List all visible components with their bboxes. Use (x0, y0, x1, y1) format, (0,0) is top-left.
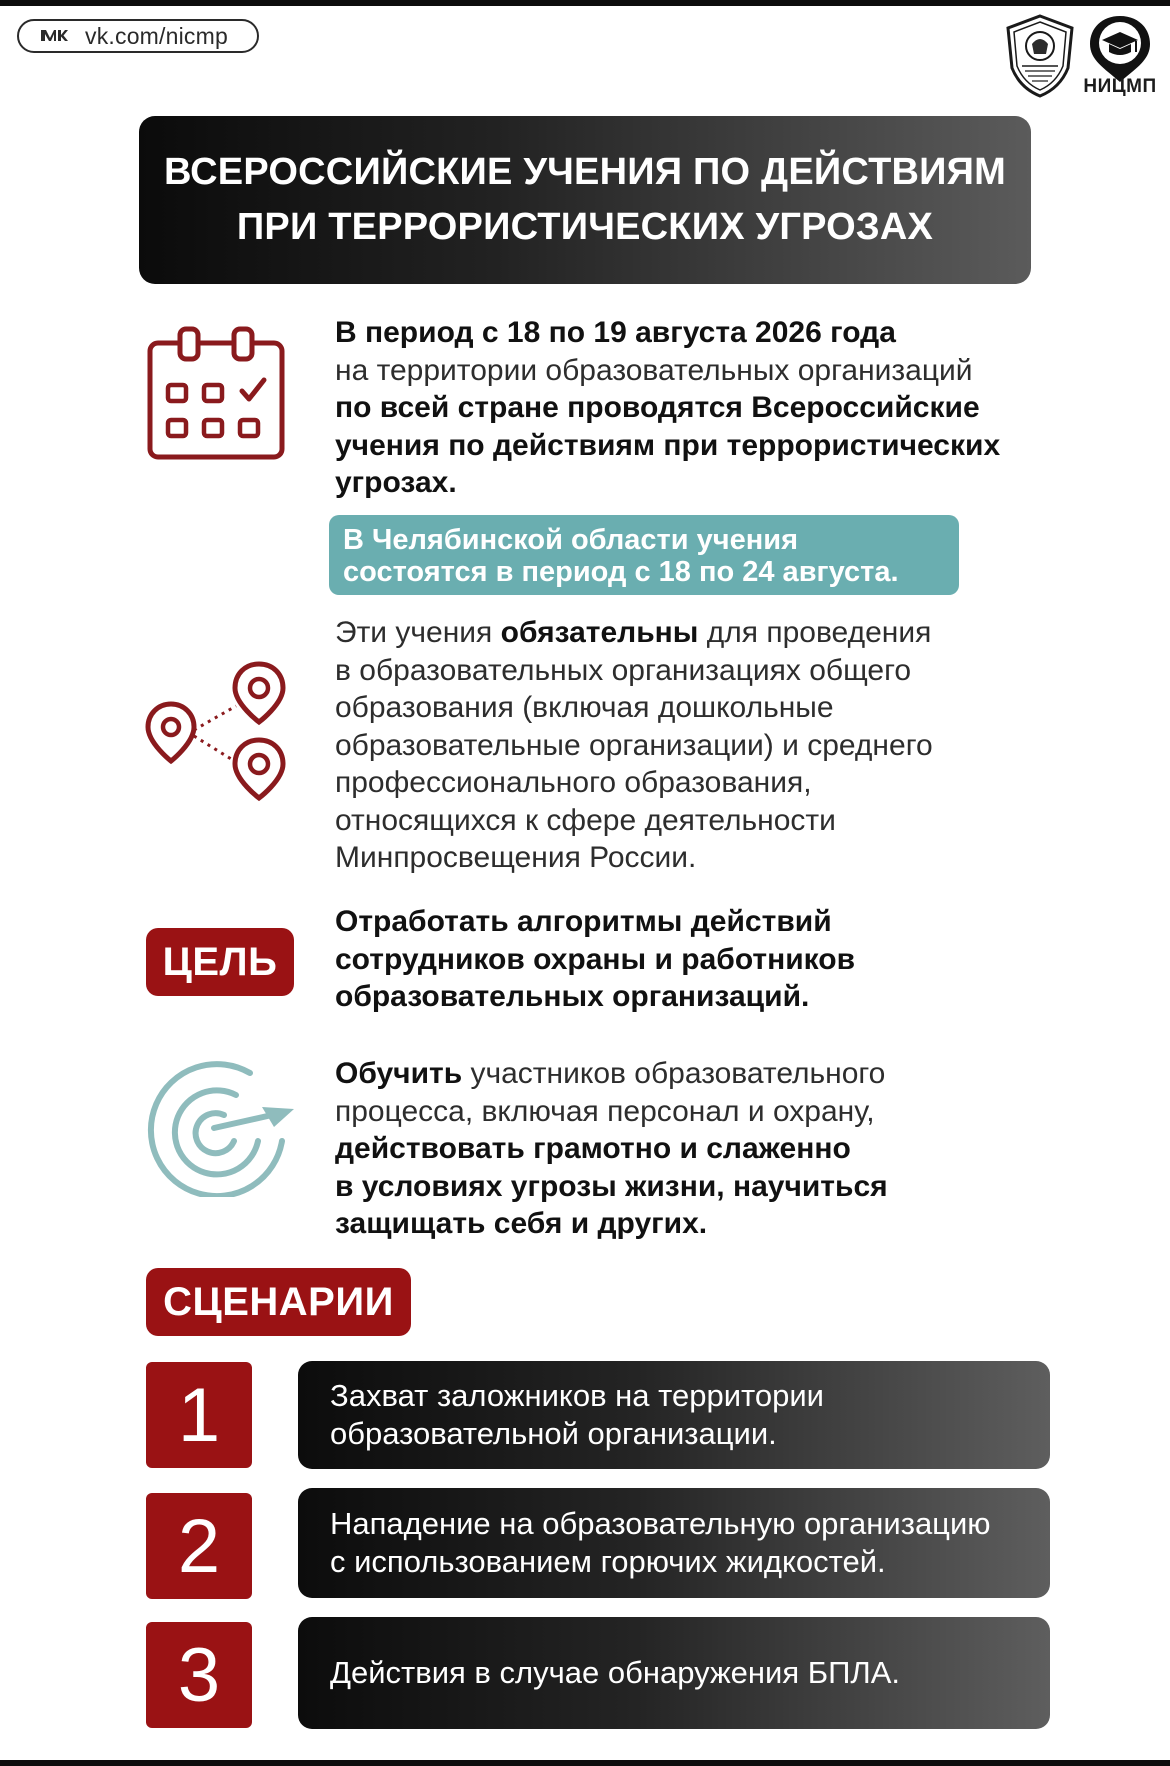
vk-link-badge[interactable] (17, 19, 259, 53)
training-line-2: процесса, включая персонал и охрану, (335, 1094, 875, 1128)
training-line-1b: участников образовательного (462, 1057, 886, 1090)
crest-logo-icon (1004, 12, 1076, 100)
calendar-icon (146, 325, 286, 463)
training-line-3: действовать грамотно и слаженно (335, 1132, 851, 1165)
scenario-card-2 (298, 1488, 1050, 1598)
scenario-card-1 (298, 1361, 1050, 1469)
training-line-4: в условиях угрозы жизни, научиться (335, 1169, 888, 1203)
target-icon (146, 1055, 296, 1197)
scenario-number-3: 3 (146, 1622, 252, 1728)
goal-label: ЦЕЛЬ (146, 928, 294, 996)
scenario-1-line-2: образовательной организации. (330, 1416, 777, 1451)
title-line-1: ВСЕРОССИЙСКИЕ УЧЕНИЯ ПО ДЕЙСТВИЯМ (163, 151, 1007, 193)
scenario-3-line-1: Действия в случае обнаружения БПЛА. (330, 1655, 901, 1690)
mandatory-line-1b: обязательны (500, 616, 699, 649)
scenario-2-line-2: с использованием горючих жидкостей. (330, 1544, 886, 1579)
intro-line-3: по всей стране проводятся Всероссийские (335, 391, 980, 424)
mandatory-line-4: образовательные организации) и среднего (335, 728, 933, 762)
org-abbreviation: НИЦМП (1083, 76, 1157, 97)
mandatory-line-6: относящихся к сфере деятельности (335, 803, 836, 837)
scenario-number-2: 2 (146, 1493, 252, 1599)
highlight-line-1: В Челябинской области учения (343, 524, 798, 556)
scenario-number-1: 1 (146, 1362, 252, 1468)
mandatory-paragraph (335, 614, 933, 877)
intro-line-2: на территории образовательных организаций (335, 353, 973, 387)
title-banner (139, 116, 1031, 284)
goal-line-3: образовательных организаций. (335, 980, 810, 1013)
mandatory-line-3: образования (включая дошкольные (335, 691, 834, 724)
scenario-2-line-1: Нападение на образовательную организацию (330, 1506, 991, 1541)
location-pins-icon (144, 660, 292, 802)
goal-line-1: Отработать алгоритмы действий (335, 905, 832, 938)
intro-line-5: угрозах. (335, 466, 457, 499)
scenarios-label: СЦЕНАРИИ (146, 1268, 411, 1336)
mandatory-line-2: в образовательных организациях общего (335, 653, 912, 687)
mandatory-line-1a: Эти учения (335, 616, 501, 649)
training-line-1a: Обучить (335, 1057, 463, 1090)
intro-paragraph (335, 314, 1000, 502)
scenario-1-line-1: Захват заложников на территории (330, 1378, 824, 1413)
mandatory-line-7: Минпросвещения России. (335, 841, 697, 874)
mandatory-line-5: профессионального образования, (335, 766, 812, 799)
region-dates-highlight (329, 515, 959, 595)
scenario-card-3 (298, 1617, 1050, 1729)
title-line-2: ПРИ ТЕРРОРИСТИЧЕСКИХ УГРОЗАХ (236, 206, 934, 248)
bottom-border (0, 1760, 1170, 1766)
highlight-line-2: состоятся в период с 18 по 24 августа. (343, 556, 899, 588)
training-line-5: защищать себя и других. (335, 1207, 708, 1240)
mandatory-line-1c: для проведения (698, 616, 932, 649)
training-paragraph (335, 1055, 888, 1243)
intro-line-1: В период с 18 по 19 августа 2026 года (335, 316, 896, 349)
vk-logo-icon (39, 28, 69, 44)
vk-link-text[interactable]: vk.com/nicmp (85, 22, 228, 49)
goal-line-2: сотрудников охраны и работников (335, 942, 856, 976)
goal-paragraph (335, 903, 855, 1016)
intro-line-4: учения по действиям при террористических (335, 428, 1001, 462)
top-border (0, 0, 1170, 6)
